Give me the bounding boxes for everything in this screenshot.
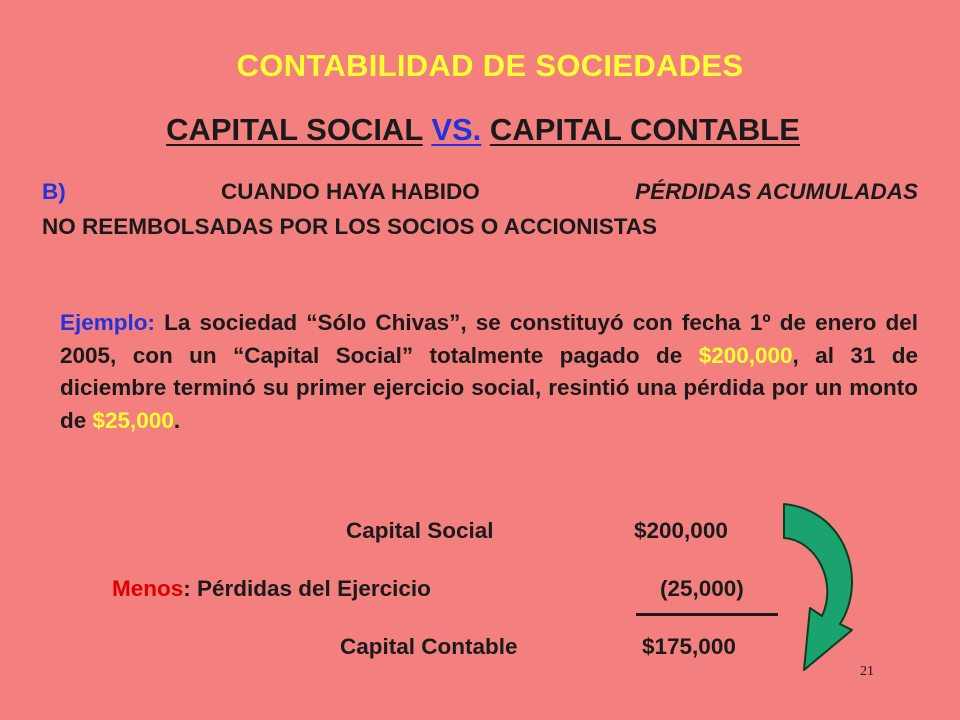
curved-arrow-icon (776, 500, 868, 692)
example-label: Ejemplo: (60, 310, 156, 335)
slide-title: CONTABILIDAD DE SOCIEDADES (236, 48, 744, 83)
example-text-2: , al 31 de diciembre terminó su primer ejercicio social, resintió una pérdida por un monto de (60, 342, 918, 433)
example-paragraph (60, 307, 918, 437)
example-text-3: . (173, 407, 181, 433)
capital-social-label: Capital Social (346, 518, 494, 543)
case-line-2: NO REEMBOLSADAS POR LOS SOCIOS O ACCIONISTAS (42, 214, 658, 239)
slide-subtitle (0, 112, 960, 148)
case-text-1: CUANDO HAYA HABIDO (221, 179, 480, 204)
example-amount-loss: $25,000 (92, 407, 174, 433)
case-emphasis: PÉRDIDAS ACUMULADAS (635, 179, 918, 204)
losses-row-label (112, 576, 431, 602)
example-text-1: La sociedad “Sólo Chivas”, se constituyó con fecha 1º de enero del 2005, con un “Capital Social” totalmente pagado de (60, 310, 918, 368)
subtitle-capital-social: CAPITAL SOCIAL (166, 112, 423, 147)
case-letter: B) (42, 179, 66, 204)
minus-label: Menos (112, 576, 184, 601)
case-line-1 (42, 174, 918, 209)
subtitle-capital-contable: CAPITAL CONTABLE (489, 112, 800, 147)
page-number: 21 (860, 664, 874, 679)
capital-contable-label: Capital Contable (340, 634, 518, 659)
example-amount-capital: $200,000 (698, 342, 793, 368)
capital-contable-value: $175,000 (642, 634, 736, 659)
capital-social-value: $200,000 (634, 518, 728, 543)
losses-label: : Pérdidas del Ejercicio (183, 576, 431, 601)
case-heading (42, 174, 918, 244)
losses-value: (25,000) (660, 576, 744, 601)
sum-underline (636, 613, 778, 616)
subtitle-vs: VS. (431, 112, 482, 147)
